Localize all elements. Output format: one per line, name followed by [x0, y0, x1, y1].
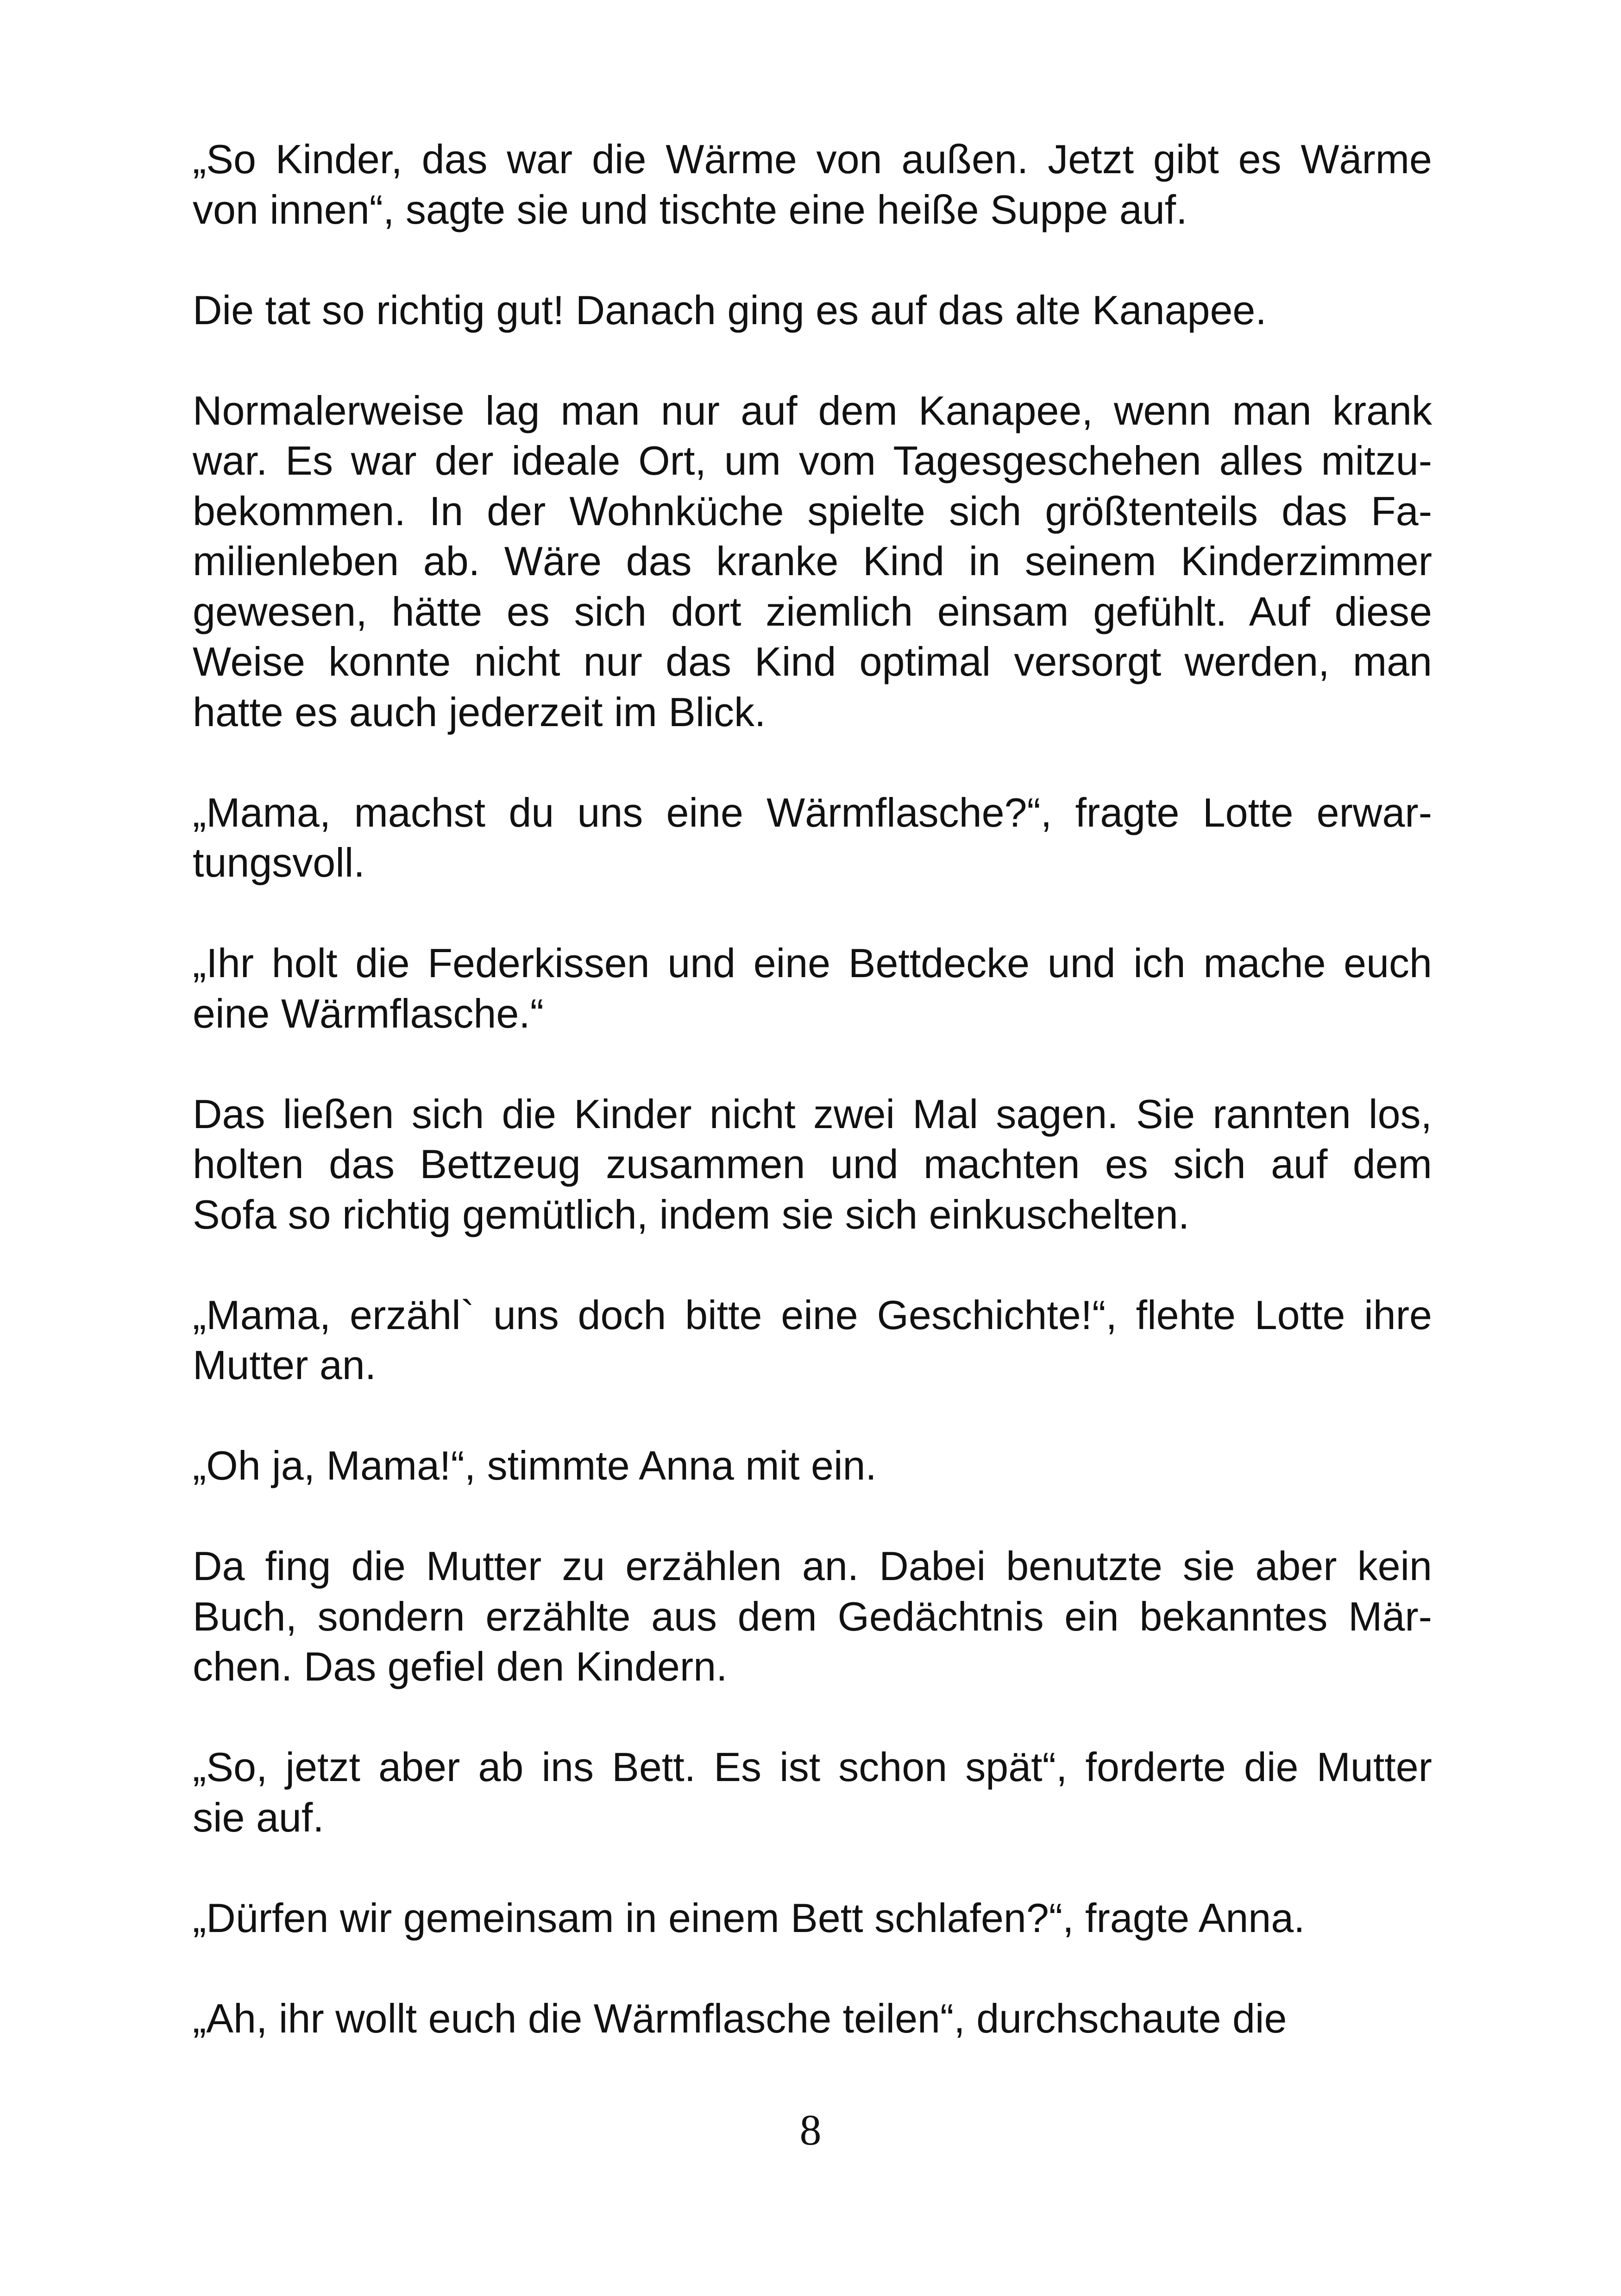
- text-line: von innen“, sagte sie und tischte eine heiße Suppe auf.: [193, 186, 1187, 232]
- text-line: tungsvoll.: [193, 840, 365, 885]
- text-line: „Mama, erzähl` uns doch bitte eine Geschichte!“, flehte Lotte ihre: [193, 1292, 1432, 1338]
- paragraph: [193, 1290, 1432, 1391]
- text-line: sie auf.: [193, 1794, 324, 1840]
- paragraph: [193, 788, 1432, 888]
- text-line: „So, jetzt aber ab ins Bett. Es ist schon spät“, forderte die Mutter: [193, 1744, 1432, 1790]
- text-line: chen. Das gefiel den Kindern.: [193, 1644, 728, 1689]
- paragraph: [193, 938, 1432, 1039]
- text-line: hatte es auch jederzeit im Blick.: [193, 689, 766, 735]
- text-line: milienleben ab. Wäre das kranke Kind in seinem Kinderzimmer: [193, 538, 1432, 584]
- text-line: „So Kinder, das war die Wärme von außen. Jetzt gibt es Wärme: [193, 136, 1432, 182]
- text-line: Weise konnte nicht nur das Kind optimal versorgt werden, man: [193, 639, 1432, 684]
- text-line: „Ah, ihr wollt euch die Wärmflasche teilen“, durchschaute die: [193, 1995, 1287, 2041]
- paragraph: [193, 1742, 1432, 1843]
- text-line: holten das Bettzeug zusammen und machten es sich auf dem: [193, 1141, 1432, 1187]
- paragraph: [193, 285, 1432, 336]
- paragraph: [193, 1994, 1432, 2044]
- paragraph: [193, 1441, 1432, 1491]
- paragraph: [193, 386, 1432, 738]
- text-line: bekommen. In der Wohnküche spielte sich größtenteils das Fa-: [193, 488, 1432, 534]
- text-line: Sofa so richtig gemütlich, indem sie sich einkuschelten.: [193, 1191, 1190, 1237]
- paragraph: [193, 1893, 1432, 1944]
- text-line: Mutter an.: [193, 1342, 377, 1388]
- paragraph: [193, 134, 1432, 235]
- text-line: Normalerweise lag man nur auf dem Kanapee, wenn man krank: [193, 387, 1432, 433]
- text-line: eine Wärmflasche.“: [193, 990, 544, 1036]
- text-line: Buch, sondern erzählte aus dem Gedächtnis ein bekanntes Mär-: [193, 1593, 1432, 1639]
- paragraph: [193, 1089, 1432, 1240]
- text-line: „Ihr holt die Federkissen und eine Bettdecke und ich mache euch: [193, 940, 1432, 986]
- text-line: „Mama, machst du uns eine Wärmflasche?“, fragte Lotte erwar-: [193, 789, 1432, 835]
- text-line: Da fing die Mutter zu erzählen an. Dabei benutzte sie aber kein: [193, 1543, 1432, 1589]
- body-text: [193, 134, 1432, 2044]
- text-line: Die tat so richtig gut! Danach ging es auf das alte Kanapee.: [193, 287, 1267, 333]
- page-number: 8: [799, 2106, 822, 2154]
- text-line: „Dürfen wir gemeinsam in einem Bett schlafen?“, fragte Anna.: [193, 1895, 1305, 1941]
- text-line: „Oh ja, Mama!“, stimmte Anna mit ein.: [193, 1443, 877, 1488]
- paragraph: [193, 1541, 1432, 1692]
- text-line: Das ließen sich die Kinder nicht zwei Mal sagen. Sie rannten los,: [193, 1091, 1432, 1137]
- text-line: gewesen, hätte es sich dort ziemlich einsam gefühlt. Auf diese: [193, 588, 1432, 634]
- text-line: war. Es war der ideale Ort, um vom Tagesgeschehen alles mitzu-: [193, 438, 1432, 483]
